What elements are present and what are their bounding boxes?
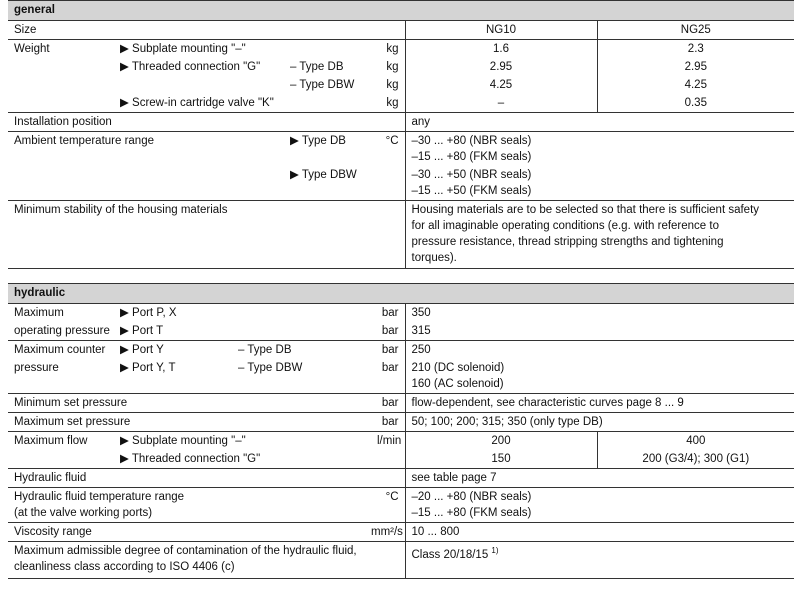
fluid-temp-fkm: –15 ... +80 (FKM seals) xyxy=(411,507,532,519)
weight-subplate-label: ▶ Subplate mounting "–" xyxy=(114,40,371,59)
max-op-port-t-unit: bar xyxy=(381,325,399,337)
min-set-label: Minimum set pressure xyxy=(8,394,371,413)
section-gap xyxy=(8,269,794,284)
stability-text xyxy=(405,201,794,269)
max-set-label: Maximum set pressure xyxy=(8,413,371,432)
weight-subplate-ng25: 2.3 xyxy=(597,40,794,59)
installation-label: Installation position xyxy=(8,113,405,132)
fluid-temp-label-2: (at the valve working ports) xyxy=(14,507,153,519)
viscosity-label: Viscosity range xyxy=(8,523,371,542)
stability-label: Minimum stability of the housing materials xyxy=(8,201,405,269)
fluid-temp-label xyxy=(8,488,371,523)
size-ng10: NG10 xyxy=(405,21,597,40)
row-ambient-dbw xyxy=(8,166,794,201)
weight-threaded-db-unit: kg xyxy=(386,61,399,73)
row-ambient-db xyxy=(8,132,794,167)
contamination-label xyxy=(8,542,405,579)
max-op-port-t-value: 315 xyxy=(405,322,794,341)
hydraulic-header: hydraulic xyxy=(8,284,794,304)
ambient-db-values xyxy=(405,132,794,167)
contamination-label-1: Maximum admissible degree of contamination of the hydraulic fluid, xyxy=(14,545,357,557)
max-set-unit: bar xyxy=(371,413,405,432)
max-op-port-p-unit: bar xyxy=(381,307,399,319)
min-set-unit: bar xyxy=(371,394,405,413)
max-flow-threaded-label: ▶ Threaded connection "G" xyxy=(120,453,261,465)
row-weight-threaded-dbw xyxy=(8,76,794,94)
row-size xyxy=(8,21,794,40)
size-ng25: NG25 xyxy=(597,21,794,40)
technical-data-table xyxy=(8,0,794,579)
weight-screwin-ng10: – xyxy=(405,94,597,113)
contamination-label-2: cleanliness class according to ISO 4406 (c) xyxy=(14,561,235,573)
row-max-set xyxy=(8,413,794,432)
max-counter-ac: 160 (AC solenoid) xyxy=(411,378,504,390)
max-counter-port-yt-label: ▶ Port Y, T xyxy=(120,362,176,374)
max-counter-port-y-label: ▶ Port Y xyxy=(114,341,232,360)
weight-threaded-db-type: – Type DB xyxy=(290,61,344,73)
max-op-label-1: Maximum xyxy=(14,307,64,319)
row-max-flow-subplate xyxy=(8,432,794,451)
max-counter-port-y-value: 250 xyxy=(405,341,794,360)
row-min-set xyxy=(8,394,794,413)
ambient-label: Ambient temperature range xyxy=(8,132,284,167)
max-op-label-2: operating pressure xyxy=(14,325,110,337)
row-weight-screwin xyxy=(8,94,794,113)
ambient-unit: °C xyxy=(371,132,405,167)
weight-subplate-unit: kg xyxy=(371,40,405,59)
row-max-op-t xyxy=(8,322,794,341)
stability-line-2: for all imaginable operating conditions (e.g. with reference to xyxy=(411,220,719,232)
fluid-value: see table page 7 xyxy=(405,469,794,488)
weight-screwin-unit: kg xyxy=(386,97,399,109)
section-header-hydraulic xyxy=(8,284,794,304)
weight-threaded-db-ng10: 2.95 xyxy=(405,58,597,76)
fluid-temp-unit: °C xyxy=(371,488,405,523)
row-installation xyxy=(8,113,794,132)
ambient-db-label: ▶ Type DB xyxy=(284,132,371,167)
stability-line-4: torques). xyxy=(411,252,457,264)
weight-label: Weight xyxy=(8,40,114,59)
max-flow-threaded-ng10: 150 xyxy=(405,450,597,469)
row-weight-threaded-db xyxy=(8,58,794,76)
max-op-port-t-label: ▶ Port T xyxy=(120,325,164,337)
row-fluid-temp xyxy=(8,488,794,523)
stability-line-1: Housing materials are to be selected so that there is sufficient safety xyxy=(411,204,760,216)
max-flow-subplate-label: ▶ Subplate mounting "–" xyxy=(114,432,371,451)
max-flow-unit: l/min xyxy=(371,432,405,451)
max-flow-label: Maximum flow xyxy=(8,432,114,451)
min-set-value: flow-dependent, see characteristic curves page 8 ... 9 xyxy=(405,394,794,413)
max-counter-port-yt-type: – Type DBW xyxy=(238,362,303,374)
max-counter-dc: 210 (DC solenoid) xyxy=(411,362,505,374)
max-flow-threaded-ng25: 200 (G3/4); 300 (G1) xyxy=(597,450,794,469)
general-header: general xyxy=(8,1,794,21)
max-flow-subplate-ng10: 200 xyxy=(405,432,597,451)
section-header-general xyxy=(8,1,794,21)
weight-threaded-dbw-type: – Type DBW xyxy=(290,79,355,91)
max-op-port-p-label: ▶ Port P, X xyxy=(120,307,177,319)
stability-line-3: pressure resistance, thread stripping strengths and tightening xyxy=(411,236,724,248)
row-contamination xyxy=(8,542,794,579)
max-counter-port-y-type: – Type DB xyxy=(232,341,371,360)
viscosity-unit: mm²/s xyxy=(371,523,405,542)
max-counter-port-yt-unit: bar xyxy=(381,362,399,374)
max-set-value: 50; 100; 200; 315; 350 (only type DB) xyxy=(405,413,794,432)
max-op-port-p-value: 350 xyxy=(405,304,794,323)
row-max-counter-yt xyxy=(8,359,794,394)
footnote-ref: 1) xyxy=(491,546,499,555)
fluid-label: Hydraulic fluid xyxy=(8,469,405,488)
size-label: Size xyxy=(14,24,37,36)
row-weight-subplate xyxy=(8,40,794,59)
weight-subplate-ng10: 1.6 xyxy=(405,40,597,59)
row-max-op-p xyxy=(8,304,794,323)
ambient-db-nbr: –30 ... +80 (NBR seals) xyxy=(411,135,532,147)
weight-screwin-ng25: 0.35 xyxy=(597,94,794,113)
row-max-flow-threaded xyxy=(8,450,794,469)
row-stability xyxy=(8,201,794,269)
max-counter-label-1: Maximum counter xyxy=(8,341,114,360)
ambient-dbw-fkm: –15 ... +50 (FKM seals) xyxy=(411,185,532,197)
weight-threaded-dbw-unit: kg xyxy=(386,79,399,91)
row-max-counter-y xyxy=(8,341,794,360)
ambient-dbw-nbr: –30 ... +50 (NBR seals) xyxy=(411,169,532,181)
contamination-value-cell xyxy=(405,542,794,579)
weight-threaded-db-ng25: 2.95 xyxy=(597,58,794,76)
row-viscosity xyxy=(8,523,794,542)
ambient-dbw-values xyxy=(405,166,794,201)
weight-threaded-dbw-ng25: 4.25 xyxy=(597,76,794,94)
max-counter-port-y-unit: bar xyxy=(371,341,405,360)
technical-data-sheet xyxy=(8,0,805,579)
max-counter-label-2: pressure xyxy=(14,362,59,374)
row-fluid xyxy=(8,469,794,488)
contamination-value: Class 20/18/15 xyxy=(411,548,489,561)
fluid-temp-nbr: –20 ... +80 (NBR seals) xyxy=(411,491,532,503)
weight-threaded-dbw-ng10: 4.25 xyxy=(405,76,597,94)
fluid-temp-label-1: Hydraulic fluid temperature range xyxy=(14,491,185,503)
max-counter-port-yt-values xyxy=(405,359,794,394)
weight-screwin-label: ▶ Screw-in cartridge valve "K" xyxy=(120,97,274,109)
installation-value: any xyxy=(405,113,794,132)
weight-threaded-label: ▶ Threaded connection "G" xyxy=(120,61,261,73)
max-flow-subplate-ng25: 400 xyxy=(597,432,794,451)
ambient-dbw-label: ▶ Type DBW xyxy=(290,169,357,181)
viscosity-value: 10 ... 800 xyxy=(405,523,794,542)
fluid-temp-values xyxy=(405,488,794,523)
ambient-db-fkm: –15 ... +80 (FKM seals) xyxy=(411,151,532,163)
